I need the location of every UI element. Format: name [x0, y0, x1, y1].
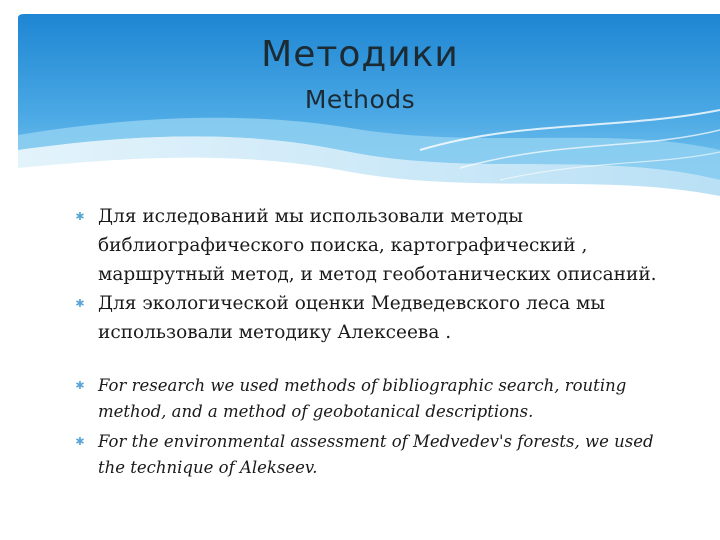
asterisk-bullet-icon: ✱	[75, 379, 85, 392]
list-item	[70, 289, 670, 347]
slide-title-russian: Методики	[261, 34, 459, 75]
bullet-text: For the environmental assessment of Medvedev's forests, we used the technique of Alekseev.	[98, 432, 654, 477]
list-item	[70, 429, 670, 481]
english-bullet-list	[70, 373, 670, 485]
asterisk-bullet-icon: ✱	[75, 210, 85, 223]
list-item	[70, 202, 670, 289]
list-item	[70, 373, 670, 425]
asterisk-bullet-icon: ✱	[75, 297, 85, 310]
slide-title-english: Methods	[304, 85, 416, 114]
russian-bullet-list	[70, 202, 670, 347]
bullet-text: For research we used methods of bibliographic search, routing method, and a method of geobotanical descriptions.	[98, 376, 627, 421]
asterisk-bullet-icon: ✱	[75, 435, 85, 448]
bullet-text: Для экологической оценки Медведевского леса мы использовали методику Алексеева .	[98, 293, 606, 343]
header-banner	[0, 0, 720, 210]
bullet-text: Для иследований мы использовали методы библиографического поиска, картографический , маршрутный метод, и метод геоботанических описаний.	[98, 206, 657, 285]
